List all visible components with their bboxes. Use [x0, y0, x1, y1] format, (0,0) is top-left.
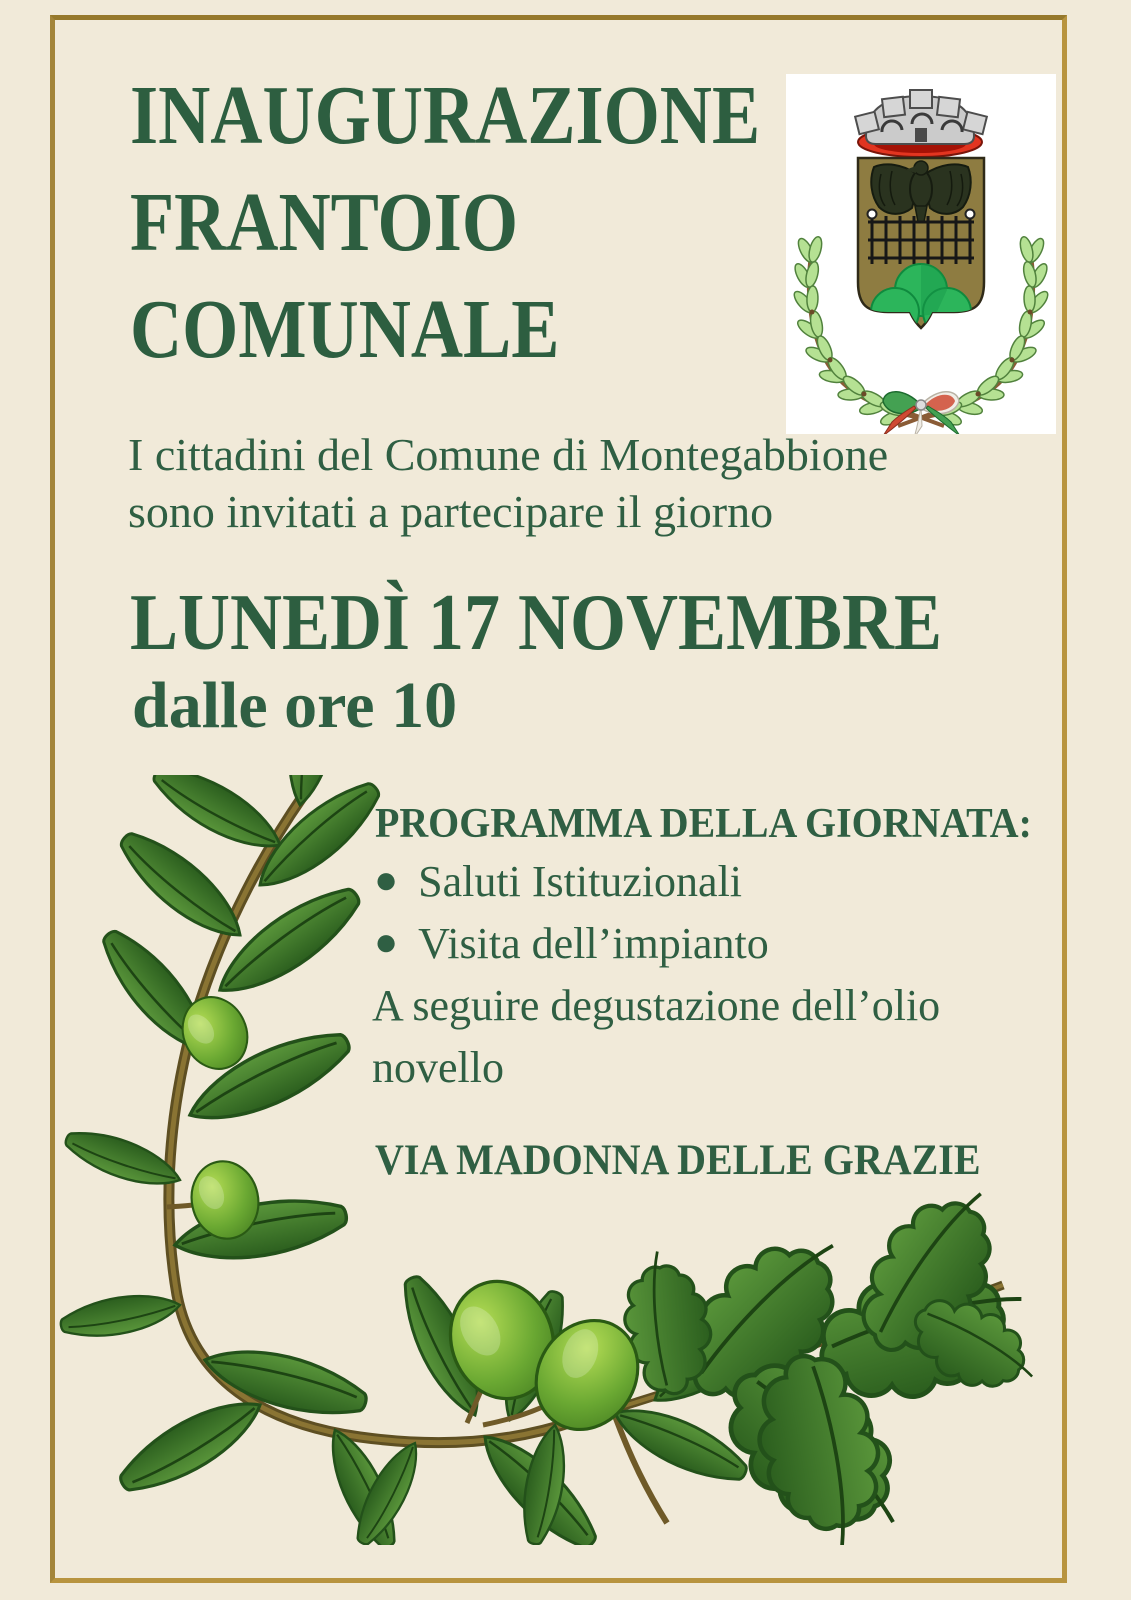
title-line-2: FRANTOIO [130, 176, 519, 269]
program-item-2-label: Visita dell’impianto [418, 919, 769, 968]
event-time: dalle ore 10 [132, 669, 458, 742]
poster-title [130, 62, 760, 383]
eagle-icon [871, 161, 970, 222]
invitation-text [128, 426, 888, 540]
program-header: PROGRAMMA DELLA GIORNATA: [375, 801, 1032, 847]
title-line-3: COMUNALE [130, 283, 560, 376]
olive-branch-illustration [55, 775, 1035, 1545]
program-item-1-label: Saluti Istituzionali [418, 857, 743, 906]
bullet-icon: ● [374, 857, 399, 902]
title-line-1: INAUGURAZIONE [130, 69, 761, 162]
oak-leaves [619, 1166, 1035, 1545]
bullet-icon: ● [374, 919, 399, 964]
program-note-line-2: novello [372, 1043, 504, 1092]
event-date: LUNEDÌ 17 NOVEMBRE [130, 579, 943, 667]
invitation-line-1: I cittadini del Comune di Montegabbione [128, 429, 889, 480]
comune-crest-emblem [786, 74, 1056, 434]
invitation-line-2: sono invitati a partecipare il giorno [128, 486, 774, 537]
program-note-line-1: A seguire degustazione dell’olio [372, 981, 941, 1030]
event-address: VIA MADONNA DELLE GRAZIE [375, 1137, 981, 1184]
